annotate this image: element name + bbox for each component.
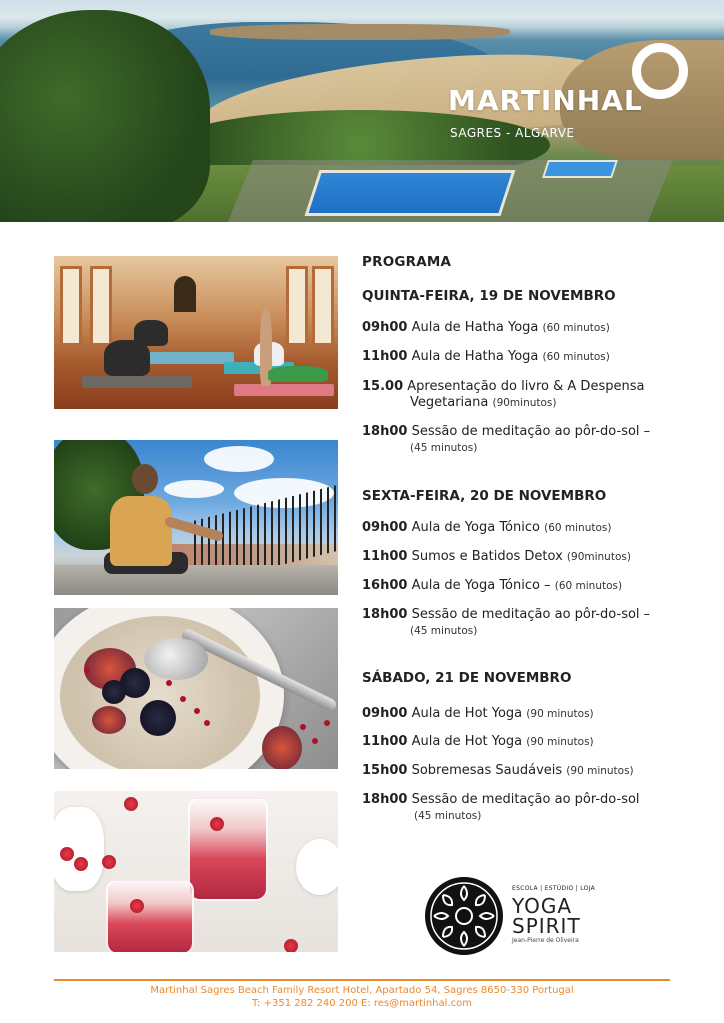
schedule-item	[362, 706, 702, 722]
cup	[296, 839, 338, 895]
person	[134, 320, 168, 346]
pomegranate-seed	[166, 680, 172, 686]
event-name: Sessão de meditação ao pôr-do-sol –	[411, 424, 651, 439]
yoga-mat	[234, 384, 334, 396]
raspberry	[102, 855, 116, 869]
event-name: Aula de Yoga Tónico –	[411, 578, 551, 593]
event-time: 18h00	[362, 424, 408, 439]
event-duration: (90 minutos)	[526, 736, 594, 748]
event-time: 15.00	[362, 379, 404, 394]
event-time: 16h00	[362, 578, 408, 593]
hero-photo	[0, 0, 724, 222]
schedule-item	[362, 424, 702, 456]
event-duration: (45 minutos)	[410, 625, 478, 637]
footer-contact: T: +351 282 240 200 E: res@martinhal.com	[252, 998, 472, 1009]
event-time: 09h00	[362, 320, 408, 335]
photo-porridge-bowl	[54, 608, 338, 769]
event-name: Sumos e Batidos Detox	[411, 549, 563, 564]
schedule-item	[362, 607, 702, 639]
raspberry	[74, 857, 88, 871]
fig	[262, 726, 302, 769]
raspberry	[60, 847, 74, 861]
event-time: 15h00	[362, 763, 408, 778]
person-head	[132, 464, 158, 494]
event-name: Sessão de meditação ao pôr-do-sol –	[411, 607, 651, 622]
schedule-item	[362, 549, 702, 565]
event-time: 18h00	[362, 607, 408, 622]
window	[286, 266, 308, 346]
event-time: 09h00	[362, 706, 408, 721]
cloud	[164, 480, 224, 498]
yoga-spirit-tagline: ESCOLA | ESTÚDIO | LOJA	[512, 885, 596, 892]
event-duration: (90minutos)	[566, 551, 631, 563]
schedule-item	[362, 320, 702, 336]
window	[60, 266, 82, 346]
day-heading: QUINTA-FEIRA, 19 DE NOVEMBRO	[362, 288, 616, 304]
event-time: 11h00	[362, 734, 408, 749]
event-duration: (45 minutos)	[414, 810, 482, 822]
schedule-item	[362, 520, 702, 536]
raspberry	[210, 817, 224, 831]
event-time: 11h00	[362, 349, 408, 364]
event-duration: (60 minutos)	[554, 580, 623, 592]
raspberry	[130, 899, 144, 913]
dessert-glass	[106, 879, 194, 952]
window	[90, 266, 112, 346]
schedule-item	[362, 792, 702, 824]
event-name-continued: Vegetariana	[410, 395, 489, 410]
event-time: 18h00	[362, 792, 408, 807]
pomegranate-seed	[194, 708, 200, 714]
pomegranate-seed	[300, 724, 306, 730]
schedule-item	[362, 734, 702, 750]
event-duration: (60 minutos)	[542, 351, 610, 363]
dessert-glass	[188, 797, 268, 901]
yoga-spirit-word-yoga: YOGA	[512, 894, 573, 918]
event-name: Sobremesas Saudáveis	[411, 763, 563, 778]
event-duration: (90 minutos)	[566, 765, 634, 777]
raspberry	[284, 939, 298, 952]
photo-meditation-terrace	[54, 440, 338, 595]
footer-address: Martinhal Sagres Beach Family Resort Hotel, Apartado 54, Sagres 8650-330 Portugal	[150, 985, 574, 996]
cloud	[204, 446, 274, 472]
porridge	[60, 616, 260, 769]
photo-yoga-class	[54, 256, 338, 409]
pomegranate-seed	[324, 720, 330, 726]
event-duration: (45 minutos)	[410, 442, 478, 454]
person-torso	[110, 496, 172, 566]
pomegranate-seed	[180, 696, 186, 702]
day-heading: SEXTA-FEIRA, 20 DE NOVEMBRO	[362, 488, 607, 504]
event-name: Aula de Hot Yoga	[411, 734, 523, 749]
yoga-spirit-author: Jean-Pierre de Oliveira	[512, 937, 579, 944]
event-duration: (60 minutos)	[542, 322, 610, 334]
event-duration: (60 minutos)	[544, 522, 612, 534]
yoga-mat	[82, 376, 192, 388]
person	[268, 366, 328, 382]
yoga-mat	[144, 352, 234, 364]
pomegranate-seed	[84, 668, 90, 674]
event-name: Aula de Hatha Yoga	[411, 320, 539, 335]
photo-dessert-jars	[54, 791, 338, 952]
schedule-item	[362, 349, 702, 365]
pomegranate-seed	[204, 720, 210, 726]
event-time: 09h00	[362, 520, 408, 535]
swimming-pool	[305, 170, 516, 216]
schedule-item	[362, 578, 702, 594]
event-name: Aula de Hatha Yoga	[411, 349, 539, 364]
schedule-item	[362, 763, 702, 779]
cliff	[210, 24, 510, 40]
brand-name: MARTINHAL	[448, 84, 643, 117]
event-time: 11h00	[362, 549, 408, 564]
doorway	[174, 276, 196, 312]
program-title: PROGRAMA	[362, 254, 452, 270]
brand-location: SAGRES - ALGARVE	[450, 126, 575, 140]
blackberry	[102, 680, 126, 704]
small-pool	[542, 160, 618, 178]
event-name: Apresentação do livro & A Despensa	[407, 379, 645, 394]
blackberry	[140, 700, 176, 736]
event-name: Aula de Hot Yoga	[411, 706, 523, 721]
yoga-spirit-mandala-icon	[424, 876, 504, 956]
event-name: Aula de Yoga Tónico	[411, 520, 540, 535]
event-duration: (90 minutos)	[526, 708, 594, 720]
pomegranate-seed	[312, 738, 318, 744]
day-heading: SÁBADO, 21 DE NOVEMBRO	[362, 670, 572, 686]
yoga-spirit-word-spirit: SPIRIT	[512, 914, 581, 938]
event-duration: (90minutos)	[492, 397, 557, 409]
footer-divider	[54, 979, 670, 981]
terrace-wall	[54, 565, 338, 595]
fig	[92, 706, 126, 734]
spoon	[144, 638, 208, 680]
raspberry	[124, 797, 138, 811]
window	[312, 266, 334, 346]
pine-tree	[0, 10, 210, 222]
event-name: Sessão de meditação ao pôr-do-sol	[411, 792, 640, 807]
schedule-item	[362, 379, 702, 411]
